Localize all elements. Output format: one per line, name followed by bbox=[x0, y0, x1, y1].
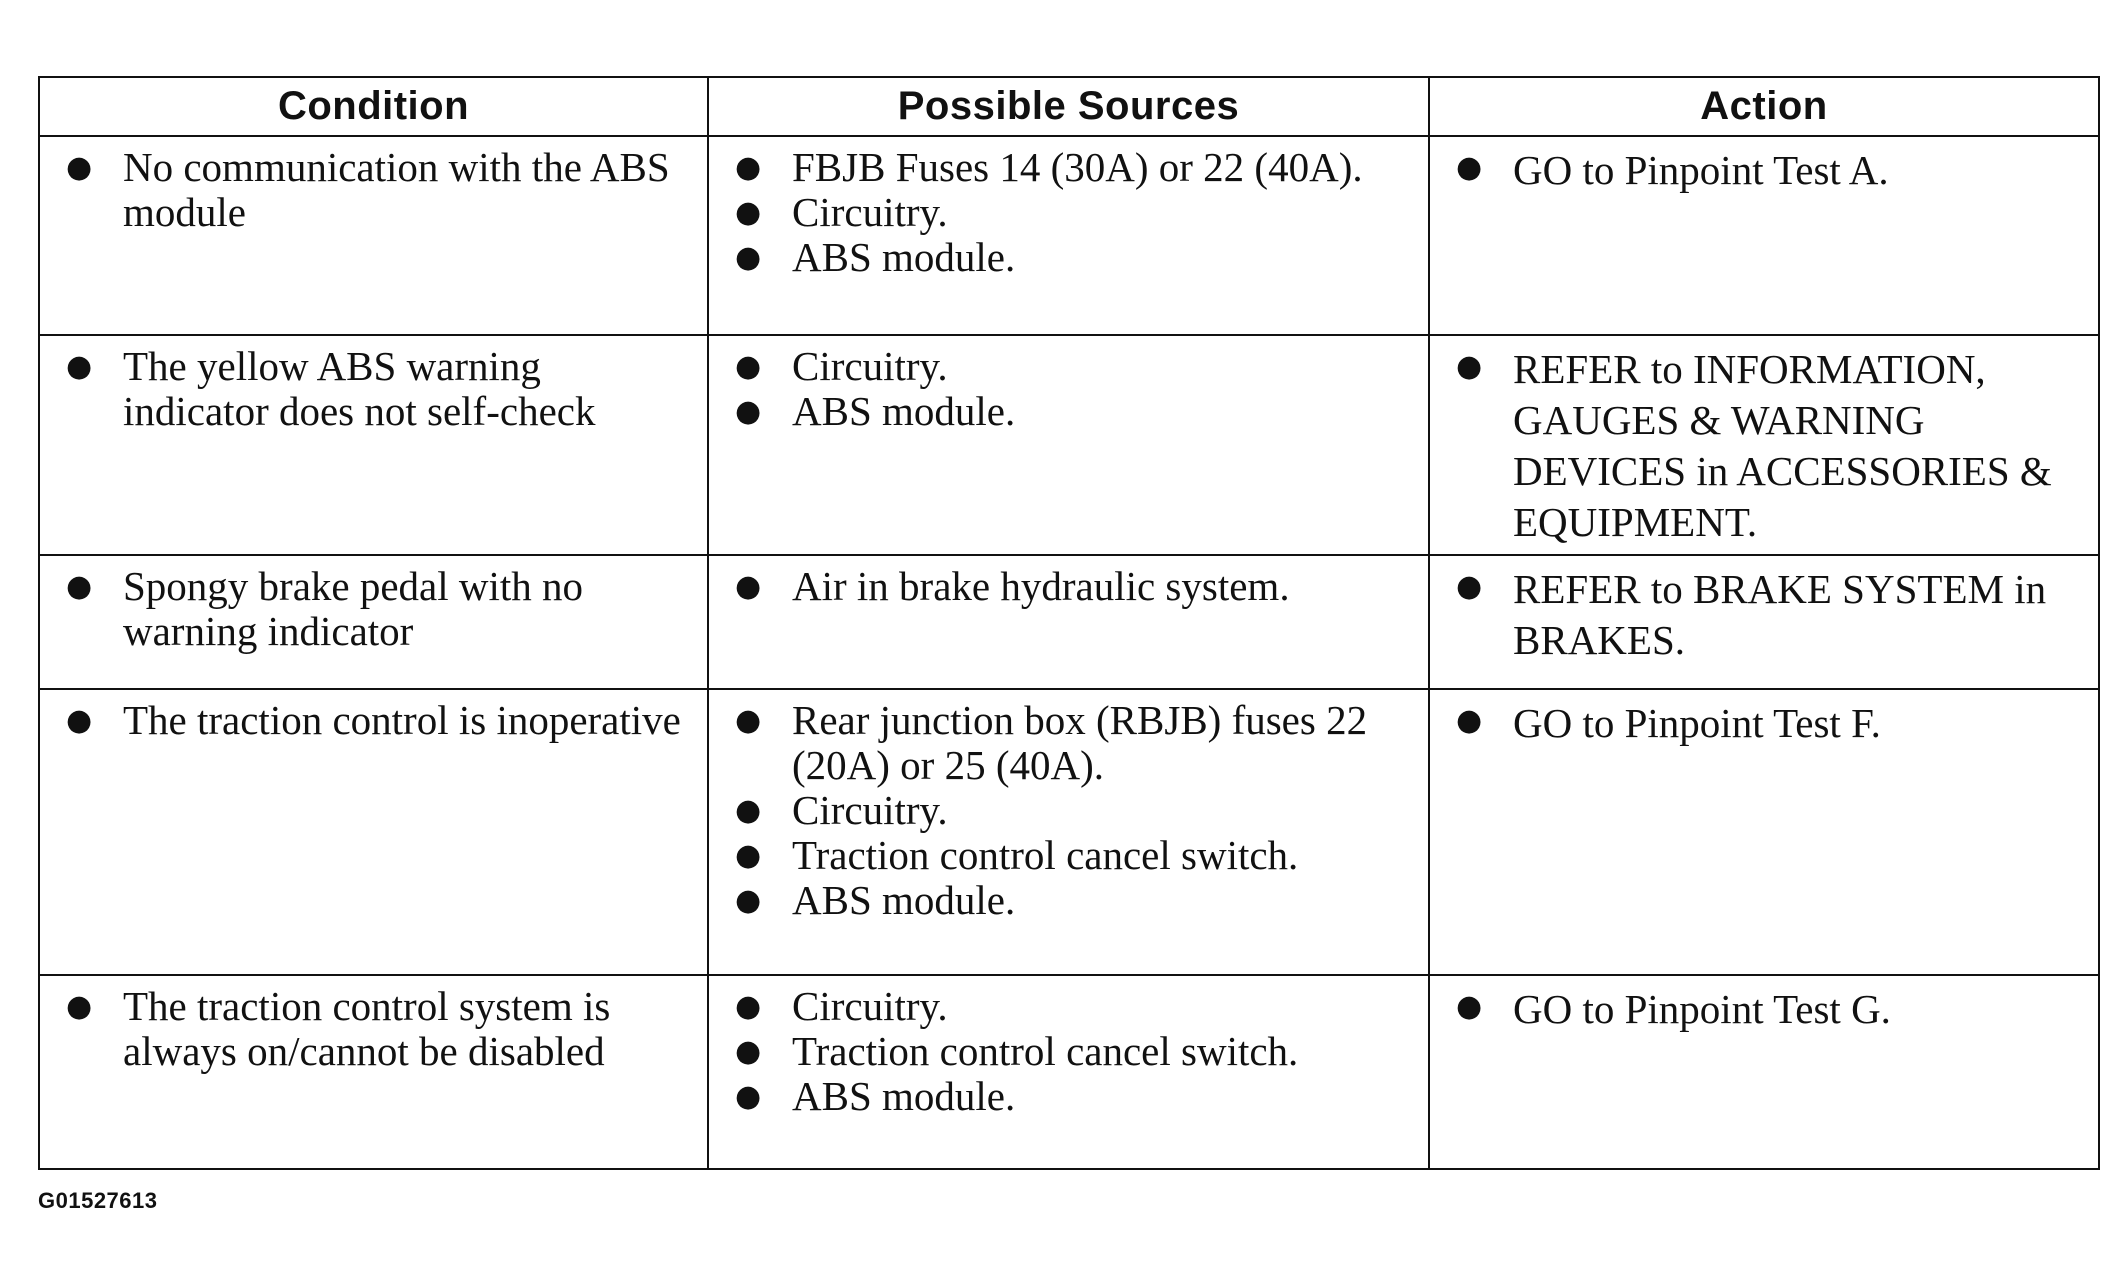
figure-id: G01527613 bbox=[38, 1188, 158, 1213]
action-text: GO to Pinpoint Test G. bbox=[1513, 986, 1891, 1032]
sources-cell bbox=[708, 689, 1429, 975]
list-item bbox=[56, 698, 687, 743]
source-text: ABS module. bbox=[792, 877, 1016, 923]
condition-text: Spongy brake pedal with no warning indicator bbox=[123, 563, 584, 654]
list-item bbox=[1446, 698, 2078, 749]
bullet-icon: ● bbox=[735, 240, 762, 275]
source-text: Circuitry. bbox=[792, 983, 948, 1029]
condition-cell bbox=[39, 689, 708, 975]
symptom-chart-table bbox=[38, 76, 2100, 1170]
list-item bbox=[725, 564, 1408, 609]
bullet-icon: ● bbox=[735, 793, 762, 828]
condition-text: The yellow ABS warning indicator does not self-check bbox=[123, 343, 596, 434]
source-text: FBJB Fuses 14 (30A) or 22 (40A). bbox=[792, 144, 1363, 190]
condition-cell bbox=[39, 555, 708, 689]
list-item bbox=[725, 698, 1408, 788]
sources-cell bbox=[708, 555, 1429, 689]
list-item bbox=[725, 190, 1408, 235]
list-item bbox=[725, 833, 1408, 878]
list-item bbox=[725, 878, 1408, 923]
source-text: Traction control cancel switch. bbox=[792, 1028, 1299, 1074]
list-item bbox=[1446, 984, 2078, 1035]
condition-text: The traction control system is always on/cannot be disabled bbox=[123, 983, 611, 1074]
source-text: Air in brake hydraulic system. bbox=[792, 563, 1290, 609]
action-text: GO to Pinpoint Test A. bbox=[1513, 147, 1889, 193]
bullet-icon: ● bbox=[735, 989, 762, 1024]
list-item bbox=[725, 235, 1408, 280]
source-text: Rear junction box (RBJB) fuses 22 (20A) or 25 (40A). bbox=[792, 697, 1368, 788]
list-item bbox=[56, 145, 687, 235]
condition-text: The traction control is inoperative bbox=[123, 697, 681, 743]
condition-text: No communication with the ABS module bbox=[123, 144, 670, 235]
bullet-icon: ● bbox=[66, 703, 93, 738]
list-item bbox=[725, 389, 1408, 434]
condition-cell bbox=[39, 975, 708, 1169]
bullet-icon: ● bbox=[1456, 349, 1483, 384]
bullet-icon: ● bbox=[735, 569, 762, 604]
table-row bbox=[39, 689, 2099, 975]
list-item bbox=[56, 564, 687, 654]
list-item bbox=[725, 984, 1408, 1029]
header-condition: Condition bbox=[39, 77, 708, 136]
bullet-icon: ● bbox=[735, 1034, 762, 1069]
list-item bbox=[725, 1074, 1408, 1119]
action-text: GO to Pinpoint Test F. bbox=[1513, 700, 1881, 746]
header-row bbox=[39, 77, 2099, 136]
action-text: REFER to INFORMATION, GAUGES & WARNING DEVICES in ACCESSORIES & EQUIPMENT. bbox=[1513, 346, 2052, 545]
table-row bbox=[39, 975, 2099, 1169]
bullet-icon: ● bbox=[1456, 989, 1483, 1024]
list-item bbox=[725, 344, 1408, 389]
bullet-icon: ● bbox=[735, 1079, 762, 1114]
bullet-icon: ● bbox=[1456, 150, 1483, 185]
condition-cell bbox=[39, 136, 708, 335]
action-cell bbox=[1429, 975, 2099, 1169]
list-item bbox=[56, 984, 687, 1074]
condition-cell bbox=[39, 335, 708, 555]
bullet-icon: ● bbox=[66, 569, 93, 604]
header-action: Action bbox=[1429, 77, 2099, 136]
list-item bbox=[1446, 145, 2078, 196]
action-text: REFER to BRAKE SYSTEM in BRAKES. bbox=[1513, 566, 2047, 663]
source-text: Circuitry. bbox=[792, 787, 948, 833]
source-text: ABS module. bbox=[792, 234, 1016, 280]
bullet-icon: ● bbox=[66, 349, 93, 384]
action-cell bbox=[1429, 335, 2099, 555]
source-text: ABS module. bbox=[792, 1073, 1016, 1119]
bullet-icon: ● bbox=[735, 883, 762, 918]
list-item bbox=[725, 1029, 1408, 1074]
header-possible-sources: Possible Sources bbox=[708, 77, 1429, 136]
bullet-icon: ● bbox=[66, 150, 93, 185]
list-item bbox=[56, 344, 687, 434]
sources-cell bbox=[708, 975, 1429, 1169]
bullet-icon: ● bbox=[735, 195, 762, 230]
bullet-icon: ● bbox=[66, 989, 93, 1024]
table-row bbox=[39, 555, 2099, 689]
bullet-icon: ● bbox=[735, 349, 762, 384]
sources-cell bbox=[708, 136, 1429, 335]
bullet-icon: ● bbox=[735, 838, 762, 873]
table-row bbox=[39, 136, 2099, 335]
list-item bbox=[1446, 344, 2078, 548]
list-item bbox=[1446, 564, 2078, 666]
action-cell bbox=[1429, 689, 2099, 975]
action-cell bbox=[1429, 555, 2099, 689]
source-text: ABS module. bbox=[792, 388, 1016, 434]
bullet-icon: ● bbox=[735, 150, 762, 185]
action-cell bbox=[1429, 136, 2099, 335]
table-row bbox=[39, 335, 2099, 555]
sources-cell bbox=[708, 335, 1429, 555]
source-text: Traction control cancel switch. bbox=[792, 832, 1299, 878]
source-text: Circuitry. bbox=[792, 343, 948, 389]
bullet-icon: ● bbox=[1456, 703, 1483, 738]
list-item bbox=[725, 145, 1408, 190]
bullet-icon: ● bbox=[1456, 569, 1483, 604]
list-item bbox=[725, 788, 1408, 833]
bullet-icon: ● bbox=[735, 394, 762, 429]
bullet-icon: ● bbox=[735, 703, 762, 738]
source-text: Circuitry. bbox=[792, 189, 948, 235]
